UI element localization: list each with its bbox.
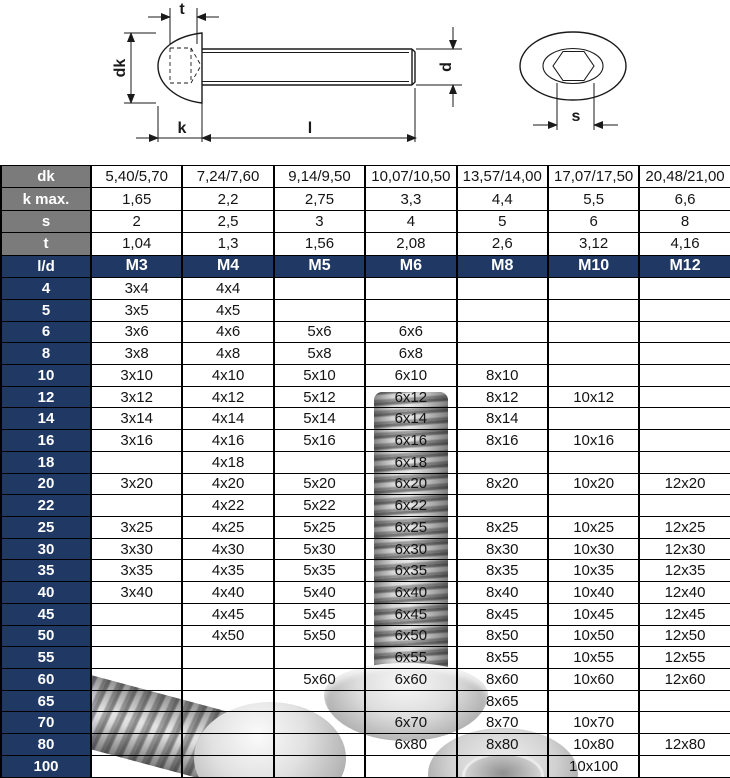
availability-cell	[274, 451, 365, 473]
availability-cell	[639, 278, 730, 300]
length-row-label: 20	[1, 473, 91, 495]
availability-cell: 4x10	[182, 364, 273, 386]
availability-cell: 6x20	[365, 473, 456, 495]
spec-cell: 1,04	[91, 233, 182, 255]
dim-label-t: t	[179, 1, 185, 18]
spec-cell: 2	[91, 210, 182, 232]
spec-cell: 7,24/7,60	[182, 166, 273, 188]
spec-row	[1, 188, 730, 210]
availability-cell	[182, 647, 273, 669]
availability-cell	[548, 321, 639, 343]
availability-cell	[91, 755, 182, 777]
availability-cell: 10x50	[548, 625, 639, 647]
availability-cell	[548, 408, 639, 430]
spec-cell: 3,3	[365, 188, 456, 210]
availability-cell	[457, 755, 548, 777]
availability-cell	[639, 755, 730, 777]
availability-cell	[457, 321, 548, 343]
availability-cell: 8x65	[457, 690, 548, 712]
availability-cell: 6x6	[365, 321, 456, 343]
spec-cell: 5,40/5,70	[91, 166, 182, 188]
length-row	[1, 299, 730, 321]
availability-cell	[365, 299, 456, 321]
availability-cell: 12x45	[639, 603, 730, 625]
size-header-cell: M12	[639, 255, 730, 277]
availability-cell: 10x12	[548, 386, 639, 408]
length-row-label: 60	[1, 669, 91, 691]
availability-cell: 4x18	[182, 451, 273, 473]
spec-cell: 4	[365, 210, 456, 232]
drawing-svg	[0, 0, 730, 165]
availability-cell: 10x40	[548, 582, 639, 604]
availability-cell: 8x16	[457, 430, 548, 452]
length-row	[1, 625, 730, 647]
spec-row-label: dk	[1, 166, 91, 188]
spec-cell: 1,56	[274, 233, 365, 255]
length-row	[1, 603, 730, 625]
availability-cell: 3x20	[91, 473, 182, 495]
availability-cell	[639, 712, 730, 734]
availability-cell: 10x30	[548, 538, 639, 560]
availability-cell: 8x35	[457, 560, 548, 582]
availability-cell: 10x25	[548, 517, 639, 539]
length-row-label: 4	[1, 278, 91, 300]
availability-cell: 6x8	[365, 343, 456, 365]
availability-cell: 5x20	[274, 473, 365, 495]
length-row-label: 35	[1, 560, 91, 582]
availability-cell: 3x5	[91, 299, 182, 321]
availability-cell: 10x70	[548, 712, 639, 734]
availability-cell: 6x30	[365, 538, 456, 560]
spec-row-label: t	[1, 233, 91, 255]
availability-cell	[548, 299, 639, 321]
length-row-label: 30	[1, 538, 91, 560]
length-row	[1, 669, 730, 691]
length-row-label: 40	[1, 582, 91, 604]
spec-cell: 3,12	[548, 233, 639, 255]
availability-cell: 6x12	[365, 386, 456, 408]
availability-cell	[91, 625, 182, 647]
availability-cell: 5x45	[274, 603, 365, 625]
spec-cell: 2,6	[457, 233, 548, 255]
availability-cell	[91, 603, 182, 625]
length-row	[1, 712, 730, 734]
availability-cell	[639, 364, 730, 386]
socket-hidden-lines	[170, 48, 201, 83]
availability-cell: 5x6	[274, 321, 365, 343]
availability-cell: 12x55	[639, 647, 730, 669]
length-row	[1, 582, 730, 604]
availability-cell: 10x80	[548, 734, 639, 756]
spec-cell: 8	[639, 210, 730, 232]
availability-cell: 6x45	[365, 603, 456, 625]
length-row	[1, 734, 730, 756]
availability-cell: 8x50	[457, 625, 548, 647]
availability-cell	[639, 386, 730, 408]
spec-cell: 2,08	[365, 233, 456, 255]
availability-cell	[182, 734, 273, 756]
availability-cell	[548, 495, 639, 517]
size-header-cell: M8	[457, 255, 548, 277]
availability-cell: 3x30	[91, 538, 182, 560]
dim-label-k: k	[177, 120, 187, 137]
length-row-label: 55	[1, 647, 91, 669]
availability-cell: 5x10	[274, 364, 365, 386]
length-row-label: 22	[1, 495, 91, 517]
availability-cell	[457, 495, 548, 517]
length-row-label: 80	[1, 734, 91, 756]
availability-cell: 4x40	[182, 582, 273, 604]
availability-cell: 4x4	[182, 278, 273, 300]
availability-cell	[639, 430, 730, 452]
availability-cell	[457, 451, 548, 473]
availability-cell: 4x12	[182, 386, 273, 408]
dim-label-l: l	[307, 120, 313, 137]
availability-cell	[639, 343, 730, 365]
availability-cell: 6x16	[365, 430, 456, 452]
availability-cell: 12x30	[639, 538, 730, 560]
availability-cell	[91, 690, 182, 712]
length-row-label: 50	[1, 625, 91, 647]
availability-cell: 6x22	[365, 495, 456, 517]
availability-cell	[91, 712, 182, 734]
availability-cell: 8x80	[457, 734, 548, 756]
availability-cell: 8x40	[457, 582, 548, 604]
size-header-row	[1, 255, 730, 277]
availability-cell: 5x8	[274, 343, 365, 365]
availability-cell	[182, 690, 273, 712]
availability-cell	[365, 755, 456, 777]
availability-cell: 6x40	[365, 582, 456, 604]
availability-cell: 4x50	[182, 625, 273, 647]
dim-label-d: d	[438, 62, 455, 72]
length-row	[1, 538, 730, 560]
availability-cell	[548, 343, 639, 365]
availability-cell: 12x60	[639, 669, 730, 691]
length-row-label: 6	[1, 321, 91, 343]
availability-cell: 4x22	[182, 495, 273, 517]
availability-cell	[365, 278, 456, 300]
availability-cell	[639, 690, 730, 712]
length-row-label: 65	[1, 690, 91, 712]
dimension-table	[0, 165, 730, 778]
length-row	[1, 755, 730, 777]
availability-cell: 8x55	[457, 647, 548, 669]
availability-cell: 8x12	[457, 386, 548, 408]
availability-cell	[639, 451, 730, 473]
length-row-label: 10	[1, 364, 91, 386]
availability-cell: 3x40	[91, 582, 182, 604]
availability-cell	[457, 343, 548, 365]
availability-cell: 12x25	[639, 517, 730, 539]
length-row-label: 14	[1, 408, 91, 430]
availability-cell	[457, 299, 548, 321]
spec-cell: 2,2	[182, 188, 273, 210]
availability-cell: 5x35	[274, 560, 365, 582]
spec-cell: 10,07/10,50	[365, 166, 456, 188]
size-header-cell: M4	[182, 255, 273, 277]
availability-cell	[91, 451, 182, 473]
availability-cell: 8x70	[457, 712, 548, 734]
availability-cell: 4x8	[182, 343, 273, 365]
spec-cell: 5	[457, 210, 548, 232]
availability-cell	[274, 690, 365, 712]
availability-cell: 4x30	[182, 538, 273, 560]
availability-cell: 5x60	[274, 669, 365, 691]
availability-cell: 6x18	[365, 451, 456, 473]
hex-socket-outline	[553, 52, 594, 81]
size-header-cell: M6	[365, 255, 456, 277]
availability-cell: 10x45	[548, 603, 639, 625]
dim-label-dk: dk	[112, 58, 129, 78]
availability-cell: 4x14	[182, 408, 273, 430]
technical-drawing	[0, 0, 730, 165]
availability-cell: 3x16	[91, 430, 182, 452]
availability-cell: 3x8	[91, 343, 182, 365]
availability-cell: 5x40	[274, 582, 365, 604]
availability-cell	[639, 321, 730, 343]
spec-row	[1, 233, 730, 255]
length-row	[1, 386, 730, 408]
availability-cell: 10x55	[548, 647, 639, 669]
availability-cell: 3x4	[91, 278, 182, 300]
spec-row-label: s	[1, 210, 91, 232]
availability-cell: 4x25	[182, 517, 273, 539]
length-row-label: 100	[1, 755, 91, 777]
availability-cell: 12x40	[639, 582, 730, 604]
availability-cell: 3x6	[91, 321, 182, 343]
availability-cell: 6x60	[365, 669, 456, 691]
availability-cell: 5x50	[274, 625, 365, 647]
length-row-label: 8	[1, 343, 91, 365]
length-row	[1, 321, 730, 343]
availability-cell	[274, 647, 365, 669]
availability-cell: 5x14	[274, 408, 365, 430]
size-row-label: l/d	[1, 255, 91, 277]
spec-cell: 2,75	[274, 188, 365, 210]
availability-cell: 6x10	[365, 364, 456, 386]
availability-cell: 6x14	[365, 408, 456, 430]
spec-cell: 5,5	[548, 188, 639, 210]
availability-cell: 10x20	[548, 473, 639, 495]
availability-cell: 4x45	[182, 603, 273, 625]
availability-cell	[182, 669, 273, 691]
size-header-cell: M10	[548, 255, 639, 277]
availability-cell: 10x60	[548, 669, 639, 691]
availability-cell: 3x25	[91, 517, 182, 539]
length-row	[1, 408, 730, 430]
availability-cell: 3x35	[91, 560, 182, 582]
spec-cell: 4,16	[639, 233, 730, 255]
spec-row-label: k max.	[1, 188, 91, 210]
length-row	[1, 278, 730, 300]
length-row-label: 12	[1, 386, 91, 408]
spec-row	[1, 210, 730, 232]
length-row	[1, 495, 730, 517]
availability-cell: 6x80	[365, 734, 456, 756]
availability-cell: 8x20	[457, 473, 548, 495]
spec-cell: 6,6	[639, 188, 730, 210]
availability-cell	[274, 712, 365, 734]
availability-cell: 8x10	[457, 364, 548, 386]
length-row	[1, 690, 730, 712]
length-row-label: 16	[1, 430, 91, 452]
availability-cell: 10x100	[548, 755, 639, 777]
spec-cell: 13,57/14,00	[457, 166, 548, 188]
spec-cell: 17,07/17,50	[548, 166, 639, 188]
availability-cell	[548, 690, 639, 712]
availability-cell: 8x25	[457, 517, 548, 539]
dim-label-s: s	[571, 108, 581, 125]
length-row-label: 25	[1, 517, 91, 539]
spec-cell: 2,5	[182, 210, 273, 232]
availability-cell	[182, 712, 273, 734]
spec-cell: 9,14/9,50	[274, 166, 365, 188]
availability-cell: 5x12	[274, 386, 365, 408]
availability-cell: 3x10	[91, 364, 182, 386]
length-row	[1, 560, 730, 582]
size-header-cell: M5	[274, 255, 365, 277]
availability-cell	[548, 278, 639, 300]
length-row	[1, 451, 730, 473]
availability-cell: 6x25	[365, 517, 456, 539]
spec-cell: 1,3	[182, 233, 273, 255]
length-row	[1, 364, 730, 386]
availability-cell: 3x12	[91, 386, 182, 408]
availability-cell	[274, 299, 365, 321]
spec-cell: 3	[274, 210, 365, 232]
availability-cell: 12x50	[639, 625, 730, 647]
availability-cell	[182, 755, 273, 777]
availability-cell	[274, 755, 365, 777]
length-row	[1, 430, 730, 452]
availability-cell: 6x35	[365, 560, 456, 582]
availability-cell: 8x30	[457, 538, 548, 560]
length-row-label: 18	[1, 451, 91, 473]
availability-cell	[548, 451, 639, 473]
availability-cell	[457, 278, 548, 300]
availability-cell: 10x16	[548, 430, 639, 452]
availability-cell	[639, 299, 730, 321]
availability-cell: 4x6	[182, 321, 273, 343]
availability-cell: 4x5	[182, 299, 273, 321]
spec-cell: 20,48/21,00	[639, 166, 730, 188]
availability-cell: 3x14	[91, 408, 182, 430]
availability-cell: 4x16	[182, 430, 273, 452]
availability-cell: 4x35	[182, 560, 273, 582]
availability-cell	[274, 278, 365, 300]
availability-cell: 5x25	[274, 517, 365, 539]
availability-cell: 6x70	[365, 712, 456, 734]
length-row-label: 45	[1, 603, 91, 625]
availability-cell: 12x35	[639, 560, 730, 582]
availability-cell	[91, 495, 182, 517]
size-header-cell: M3	[91, 255, 182, 277]
availability-cell: 6x50	[365, 625, 456, 647]
availability-cell: 4x20	[182, 473, 273, 495]
availability-cell	[91, 734, 182, 756]
availability-cell: 12x20	[639, 473, 730, 495]
availability-cell	[639, 495, 730, 517]
availability-cell	[548, 364, 639, 386]
availability-cell: 5x30	[274, 538, 365, 560]
availability-cell: 5x22	[274, 495, 365, 517]
availability-cell	[91, 669, 182, 691]
length-row	[1, 473, 730, 495]
availability-cell: 6x55	[365, 647, 456, 669]
availability-cell	[274, 734, 365, 756]
spec-cell: 4,4	[457, 188, 548, 210]
availability-cell	[639, 408, 730, 430]
availability-cell	[365, 690, 456, 712]
availability-cell: 8x14	[457, 408, 548, 430]
availability-cell: 10x35	[548, 560, 639, 582]
length-row	[1, 647, 730, 669]
spec-cell: 1,65	[91, 188, 182, 210]
length-row-label: 70	[1, 712, 91, 734]
availability-cell: 8x45	[457, 603, 548, 625]
spec-row	[1, 166, 730, 188]
availability-cell: 5x16	[274, 430, 365, 452]
length-row	[1, 343, 730, 365]
length-row	[1, 517, 730, 539]
availability-cell: 8x60	[457, 669, 548, 691]
length-row-label: 5	[1, 299, 91, 321]
availability-cell: 12x80	[639, 734, 730, 756]
spec-cell: 6	[548, 210, 639, 232]
availability-cell	[91, 647, 182, 669]
